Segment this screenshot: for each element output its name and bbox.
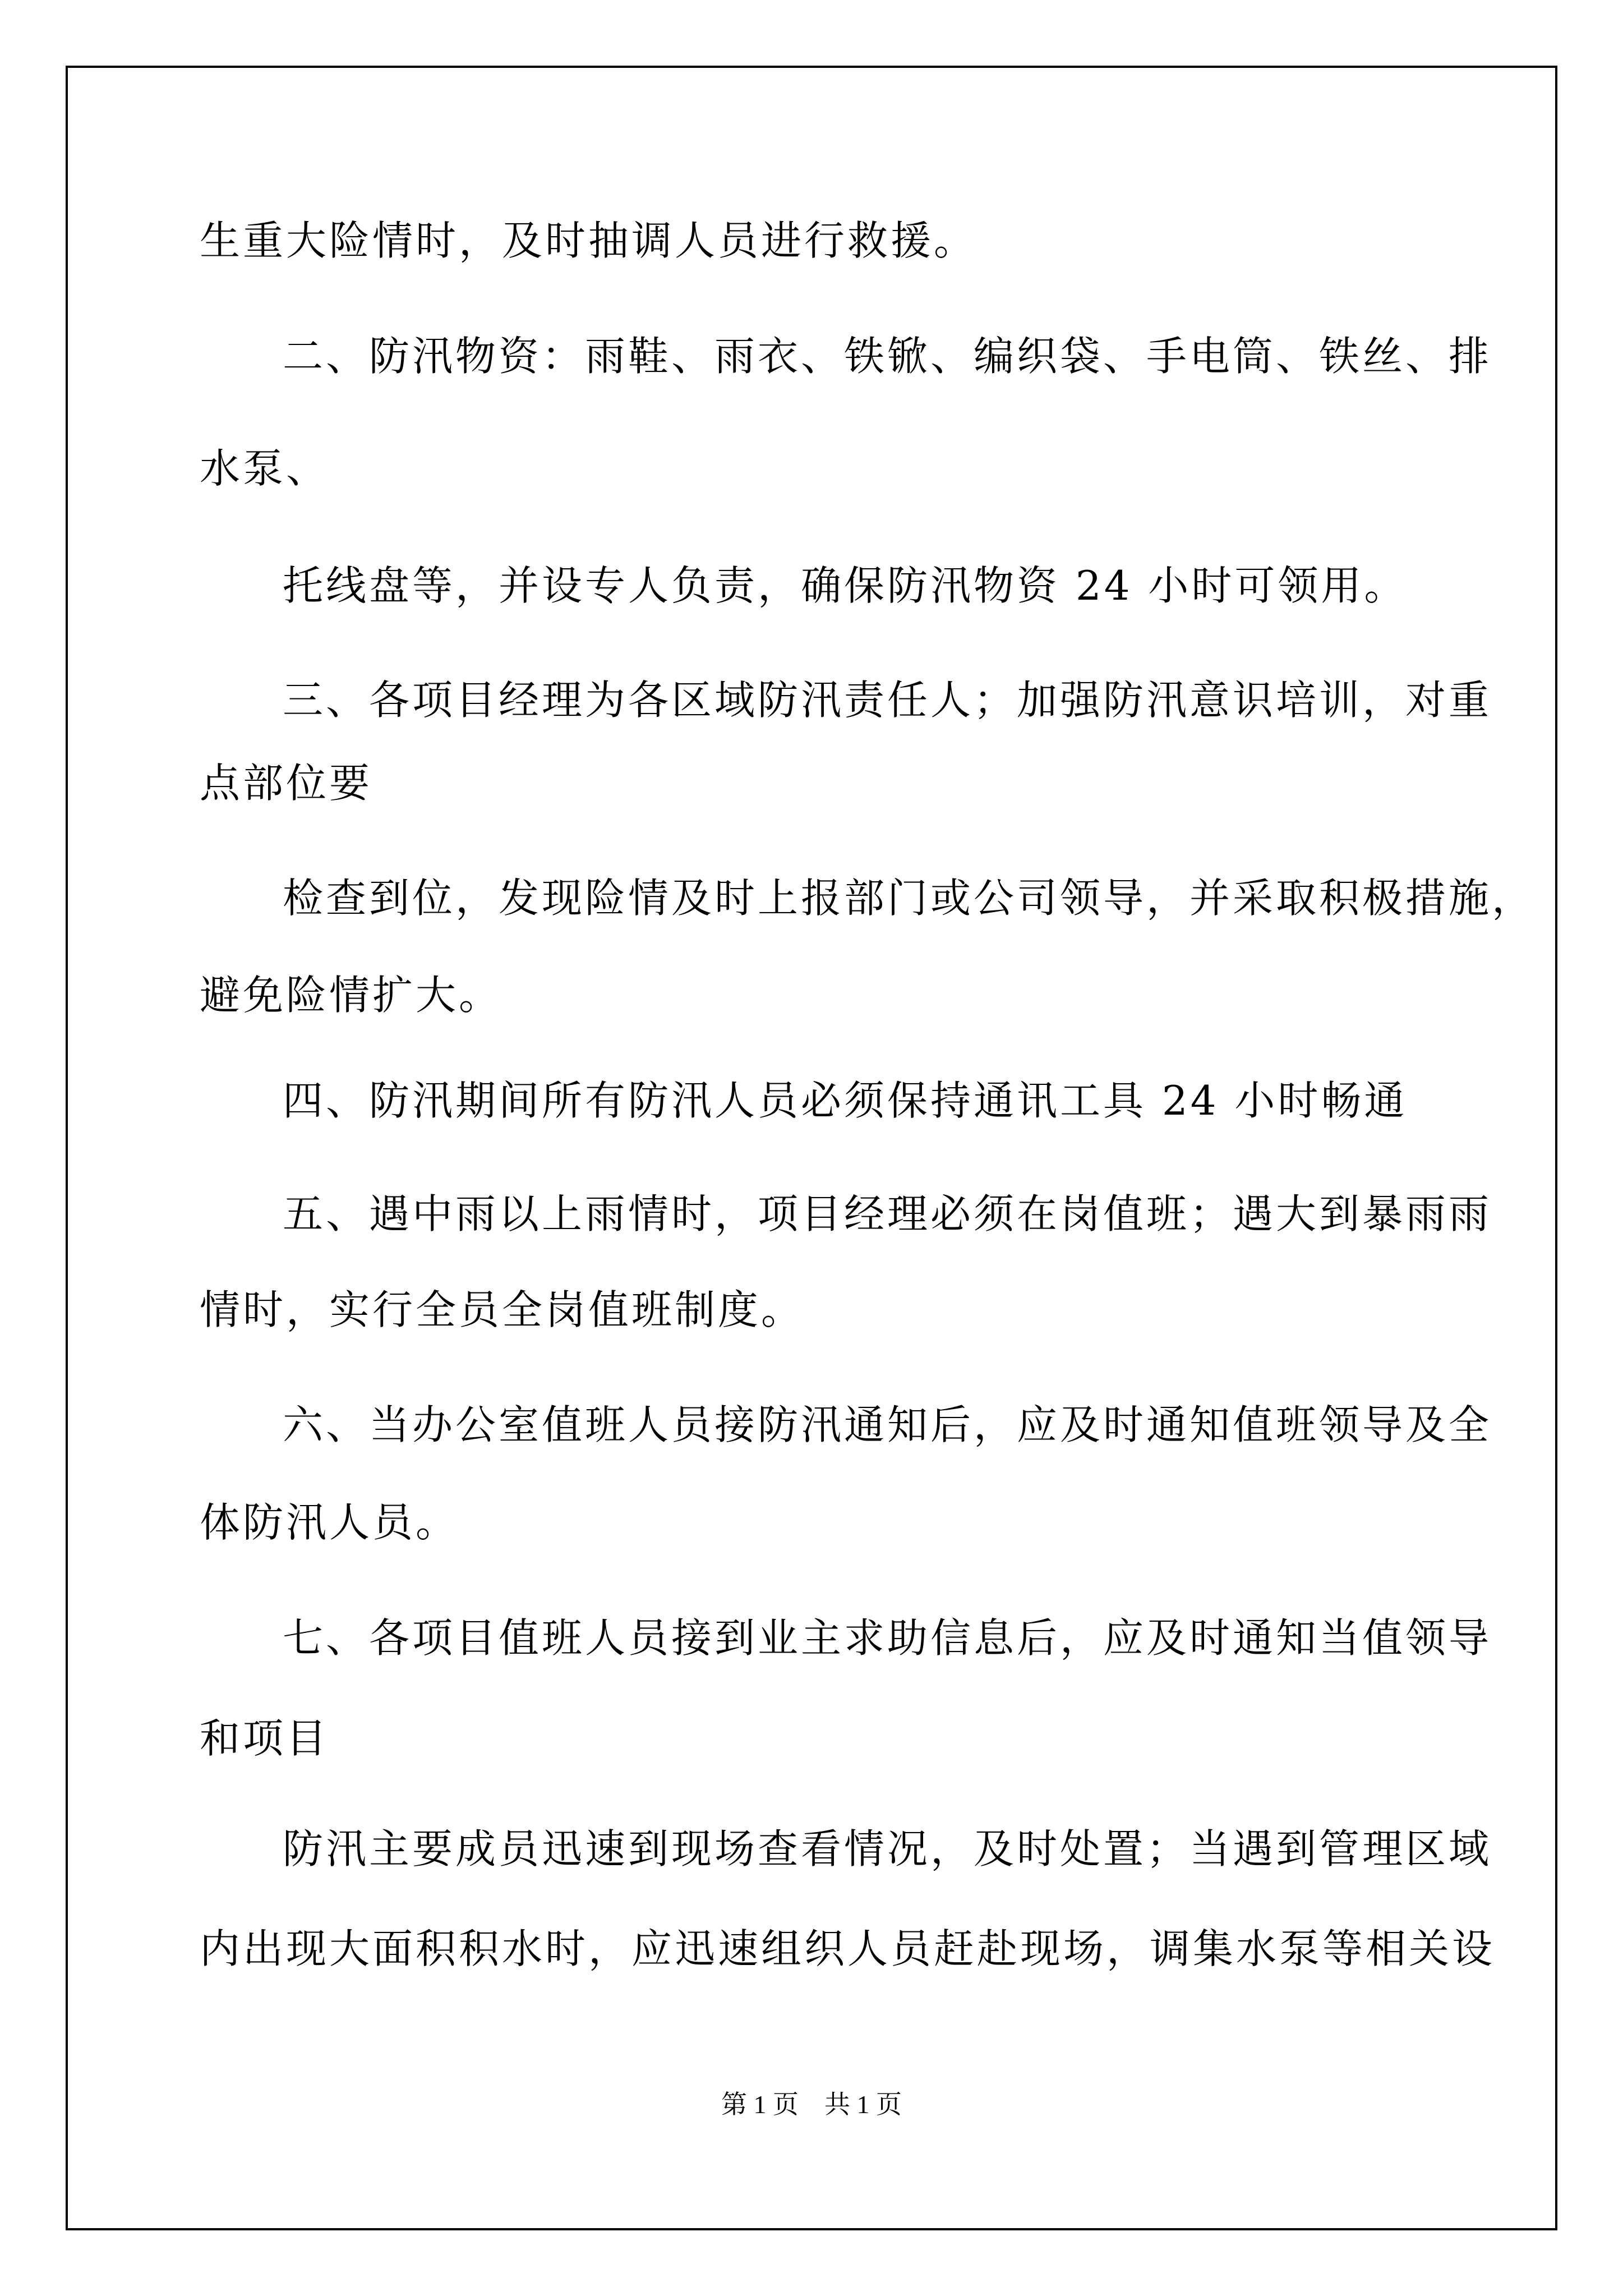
- text-line: 防汛主要成员迅速到现场查看情况，及时处置；当遇到管理区域: [283, 1825, 1492, 1872]
- text-line: 情时，实行全员全岗值班制度。: [200, 1286, 805, 1333]
- text-line: 托线盘等，并设专人负责，确保防汛物资 24 小时可领用。: [283, 562, 1408, 609]
- text-line: 六、当办公室值班人员接防汛通知后，应及时通知值班领导及全: [283, 1401, 1492, 1448]
- text-line: 七、各项目值班人员接到业主求助信息后，应及时通知当值领导: [283, 1614, 1492, 1662]
- text-line: 和项目: [200, 1715, 330, 1762]
- page-border: [66, 66, 1557, 2230]
- text-line: 生重大险情时，及时抽调人员进行救援。: [200, 217, 978, 264]
- page-total: 共 1 页: [824, 2090, 902, 2119]
- text-line: 点部位要: [200, 760, 373, 807]
- page-number: 第 1 页: [721, 2090, 799, 2119]
- text-line: 内出现大面积积水时，应迅速组织人员赶赴现场，调集水泵等相关设: [200, 1925, 1496, 1972]
- text-line: 二、防汛物资：雨鞋、雨衣、铁锨、编织袋、手电筒、铁丝、排: [283, 333, 1492, 380]
- text-line: 避免险情扩大。: [200, 972, 502, 1019]
- text-line: 四、防汛期间所有防汛人员必须保持通讯工具 24 小时畅通: [283, 1077, 1408, 1124]
- text-line: 体防汛人员。: [200, 1499, 459, 1546]
- text-line: 检查到位，发现险情及时上报部门或公司领导，并采取积极措施，: [283, 875, 1536, 922]
- text-line: 三、各项目经理为各区域防汛责任人；加强防汛意识培训，对重: [283, 677, 1492, 724]
- page-footer: [0, 2088, 1623, 2122]
- text-line: 五、遇中雨以上雨情时，项目经理必须在岗值班；遇大到暴雨雨: [283, 1190, 1492, 1237]
- text-line: 水泵、: [200, 445, 330, 492]
